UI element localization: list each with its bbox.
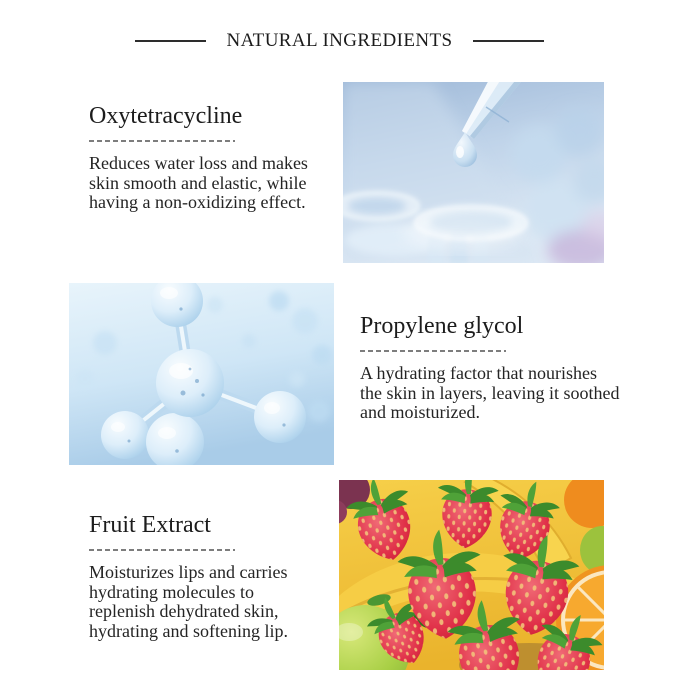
description-line: skin smooth and elastic, while bbox=[89, 172, 307, 193]
lab-dropper-photo bbox=[343, 82, 604, 263]
description-line: Reduces water loss and makes bbox=[89, 153, 308, 173]
page-title: NATURAL INGREDIENTS bbox=[226, 30, 453, 51]
description-line: the skin in layers, leaving it soothed bbox=[360, 382, 620, 403]
description-line: Moisturizes lips and carries bbox=[89, 562, 288, 582]
title-rule-right bbox=[473, 40, 544, 42]
description-line: replenish dehydrated skin, bbox=[89, 601, 279, 621]
ingredient-description bbox=[360, 364, 660, 423]
dashed-divider bbox=[89, 549, 235, 551]
fruits-photo bbox=[339, 480, 604, 670]
section-oxytetracycline bbox=[89, 102, 341, 213]
ingredient-heading: Fruit Extract bbox=[89, 512, 211, 538]
ingredient-heading: Propylene glycol bbox=[360, 313, 524, 339]
section-fruit-extract bbox=[89, 511, 351, 641]
description-line: hydrating and softening lip. bbox=[89, 620, 288, 641]
description-line: hydrating molecules to bbox=[89, 581, 254, 602]
page-header bbox=[0, 30, 679, 52]
ingredient-description bbox=[89, 563, 351, 641]
title-rule-left bbox=[135, 40, 206, 42]
ingredient-heading: Oxytetracycline bbox=[89, 103, 243, 129]
section-propylene-glycol bbox=[360, 312, 660, 423]
water-molecule-photo bbox=[69, 283, 334, 465]
dashed-divider bbox=[89, 140, 235, 142]
description-line: A hydrating factor that nourishes bbox=[360, 363, 597, 383]
ingredient-description bbox=[89, 154, 341, 213]
description-line: having a non-oxidizing effect. bbox=[89, 192, 306, 212]
dashed-divider bbox=[360, 350, 506, 352]
description-line: and moisturized. bbox=[360, 402, 480, 422]
